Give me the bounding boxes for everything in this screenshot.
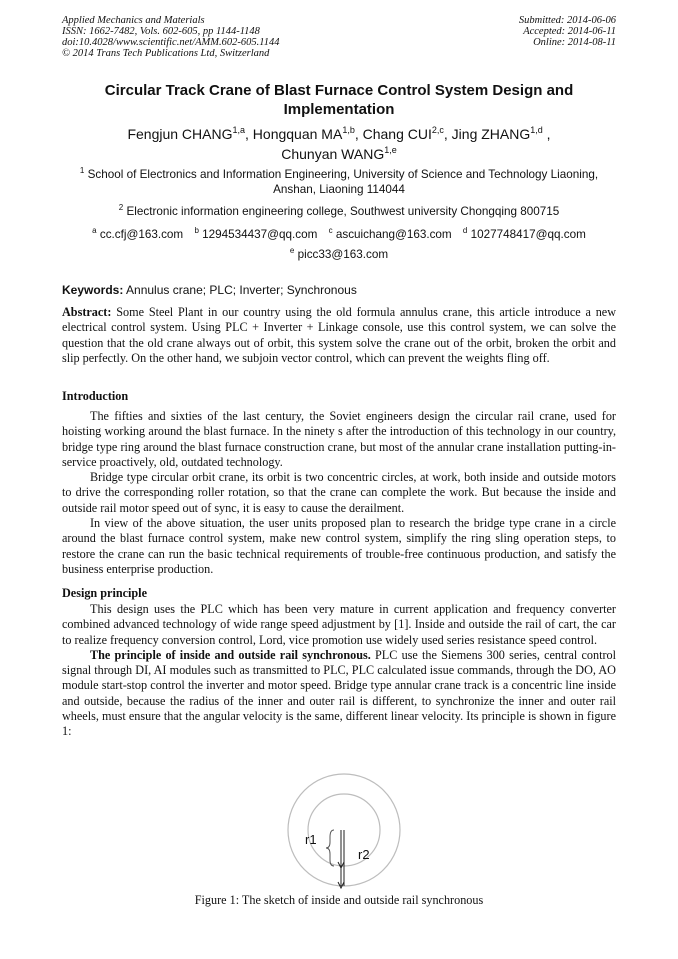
email: $^c$ ascuichang@163.com [328, 226, 452, 241]
figure-1-diagram [272, 772, 418, 892]
abstract-label: Abstract: [62, 305, 112, 319]
affiliation-2: $^2$ Electronic information engineering college, Southwest university Chongqing 800715 [118, 203, 560, 218]
email: $^e$ picc33@163.com [289, 246, 389, 261]
copyright: © 2014 Trans Tech Publications Ltd, Switzerland [62, 48, 270, 59]
author: Jing ZHANG$^{1,d}$ , [451, 125, 551, 142]
introduction-section [62, 409, 616, 577]
section-heading-design: Design principle [62, 586, 147, 600]
abstract [62, 305, 616, 366]
dates-meta [519, 15, 616, 48]
email-list-2 [62, 247, 616, 262]
journal-name: Applied Mechanics and Materials [62, 15, 205, 26]
title-line-1: Circular Track Crane of Blast Furnace Control System Design and [104, 82, 574, 99]
design-section [62, 602, 616, 740]
author-list [62, 124, 616, 164]
paragraph: The fifties and sixties of the last century, the Soviet engineers design the circular rail crane, used for hoisting working around the blast furnace. In the ninety s after the introduction of this technology in our country, bridge type ring around the blast furnace construction crane, but most of the annular crane installation putting-in-service proactively, old, outdated technology. [62, 409, 616, 469]
figure-1-caption: Figure 1: The sketch of inside and outside rail synchronous [194, 893, 484, 907]
affiliation-1: $^1$ School of Electronics and Information Engineering, University of Science and Technology Liaoning, Anshan, Liaoning 114044 [79, 166, 599, 196]
author: Chang CUI$^{2,c}$, [362, 125, 452, 142]
author: Hongquan MA$^{1,b}$, [252, 125, 363, 142]
paragraph: In view of the above situation, the user units proposed plan to research the bridge type crane in a circle around the blast furnace control system, make new control system, simplify the ring sling operation steps, to restore the crane can run the basic technical requirements of trouble-free continuous production, and satisfy the business enterprise production. [62, 516, 616, 576]
abstract-text: Some Steel Plant in our country using the old formula annulus crane, this article introduce a new electrical control system. Using PLC + Inverter + Linkage console, use this control system, we can solve the question that the old crane always out of orbit, this system solve the crane out of the orbit, broken the orbit and slip perfectly. On the other hand, we subjoin vector control, which can prevent the weights fling off. [62, 305, 617, 365]
section-heading-introduction: Introduction [62, 389, 129, 403]
label-r2: r2 [358, 847, 370, 862]
issn: ISSN: 1662-7482, Vols. 602-605, pp 1144-1148 [62, 26, 260, 37]
paragraph: The principle of inside and outside rail synchronous. PLC use the Siemens 300 series, central control signal through DI, AI modules such as transmitted to PLC, PLC calculated issue commands, through the DO, AO module start-stop control the inverter and motor speed. Bridge type annular crane track is a concentric line inside and outside, because the radius of the inner and outer rail is different, to synchronize the inner and outer rail wheels, must ensure that the angular velocity is the same, different linear velocity. Its principle is shown in figure 1: [62, 647, 616, 739]
label-r1: r1 [305, 832, 317, 847]
keywords: Keywords: Annulus crane; PLC; Inverter; Synchronous [62, 283, 357, 297]
paragraph: Bridge type circular orbit crane, its orbit is two concentric circles, at work, both inside and outside motors to drive the corresponding roller rotation, so that the crane can complete the work. But because the inside and outside rail motor speed out of sync, it is easy to cause the derailment. [62, 470, 616, 515]
journal-meta [62, 15, 279, 59]
online-date: Online: 2014-08-11 [533, 37, 616, 48]
email: $^b$ 1294534437@qq.com [194, 226, 318, 241]
accepted-date: Accepted: 2014-06-11 [523, 26, 616, 37]
title-line-2: Implementation [283, 101, 395, 118]
paragraph: This design uses the PLC which has been very mature in current application and frequency converter combined advanced technology of wide range speed adjustment by [1]. Inside and outside the rail of cart, the car to realize frequency conversion control, Lord, vice promotion use widely used series resistance speed control. [62, 602, 616, 647]
paragraph-lead: The principle of inside and outside rail synchronous. [90, 647, 371, 662]
doi: doi:10.4028/www.scientific.net/AMM.602-605.1144 [62, 37, 280, 48]
author: Fengjun CHANG$^{1,a}$, [127, 125, 253, 142]
submitted-date: Submitted: 2014-06-06 [518, 15, 616, 26]
email: $^a$ cc.cfj@163.com [92, 226, 184, 241]
paper-title [62, 81, 616, 119]
r1-brace [326, 830, 334, 866]
author: Chunyan WANG$^{1,e}$ [281, 145, 397, 162]
email-list [62, 227, 616, 242]
email: $^d$ 1027748417@qq.com [462, 226, 586, 241]
